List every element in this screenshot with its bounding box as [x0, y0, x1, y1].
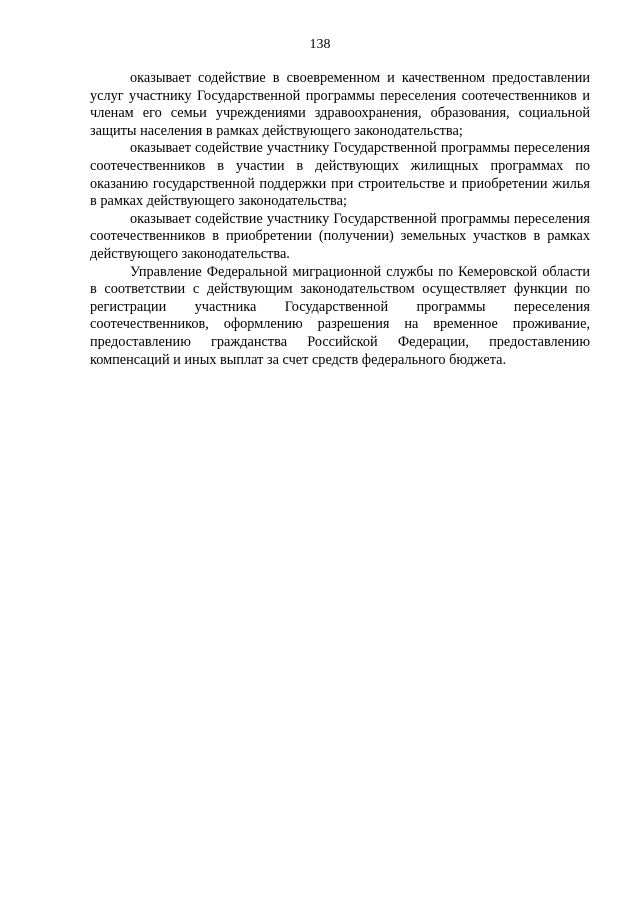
paragraph-housing-assistance: оказывает содействие участнику Государственной программы переселения соотечественников в участии в действующих жилищных программах по оказанию государственной поддержки при строительстве и приобретении жилья в рамках действующего законодательства; — [90, 140, 590, 210]
paragraph-healthcare-assistance: оказывает содействие в своевременном и качественном предоставлении услуг участнику Государственной программы переселения соотечественников и членам его семьи учреждениями здравоохранения, образования, социальной защиты населения в рамках действующего законодательства; — [90, 70, 590, 139]
paragraph-migration-service: Управление Федеральной миграционной службы по Кемеровской области в соответствии с действующим законодательством осуществляет функции по регистрации участника Государственной программы переселения соотечественников, оформлению разрешения на временное проживание, предоставлению гражданства Российской Федерации, предоставлению компенсаций и иных выплат за счет средств федерального бюджета. — [90, 263, 590, 368]
paragraph-land-assistance: оказывает содействие участнику Государственной программы переселения соотечественников в приобретении (получении) земельных участков в рамках действующего законодательства. — [90, 210, 590, 262]
page-number: 138 — [309, 37, 331, 52]
document-body — [90, 70, 590, 369]
